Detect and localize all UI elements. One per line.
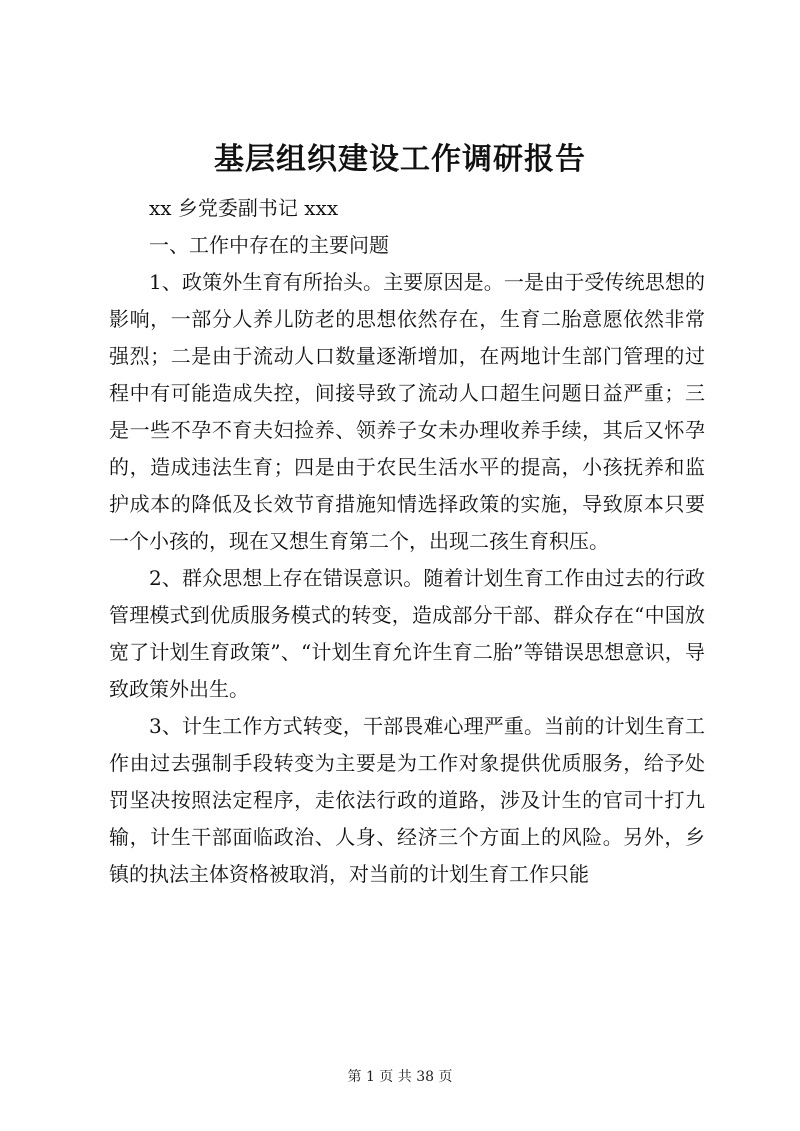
- author-line: xx 乡党委副书记 xxx: [149, 196, 339, 220]
- document-title: 基层组织建设工作调研报告: [214, 142, 586, 177]
- section-heading: 一、工作中存在的主要问题: [149, 233, 389, 257]
- paragraph-2: 2、群众思想上存在错误意识。随着计划生育工作由过去的行政管理模式到优质服务模式的转变，造成部分干部、群众存在“中国放宽了计划生育政策”、“计划生育允许生育二胎”等错误思想意识，导致政策外出生。: [109, 566, 705, 701]
- document-body: [109, 190, 705, 893]
- paragraph-1: 1、政策外生育有所抬头。主要原因是。一是由于受传统思想的影响，一部分人养儿防老的思想依然存在，生育二胎意愿依然非常强烈；二是由于流动人口数量逐渐增加，在两地计生部门管理的过程中有可能造成失控，间接导致了流动人口超生问题日益严重；三是一些不孕不育夫妇捡养、领养子女未办理收养手续，其后又怀孕的，造成违法生育；四是由于农民生活水平的提高，小孩抚养和监护成本的降低及长效节育措施知情选择政策的实施，导致原本只要一个小孩的，现在又想生育第二个，出现二孩生育积压。: [109, 270, 705, 553]
- paragraph-3: 3、计生工作方式转变，干部畏难心理严重。当前的计划生育工作由过去强制手段转变为主要是为工作对象提供优质服务，给予处罚坚决按照法定程序，走依法行政的道路，涉及计生的官司十打九输，计生干部面临政治、人身、经济三个方面上的风险。另外，乡镇的执法主体资格被取消，对当前的计划生育工作只能: [109, 714, 705, 886]
- page-footer: 第 1 页 共 38 页: [347, 1069, 453, 1085]
